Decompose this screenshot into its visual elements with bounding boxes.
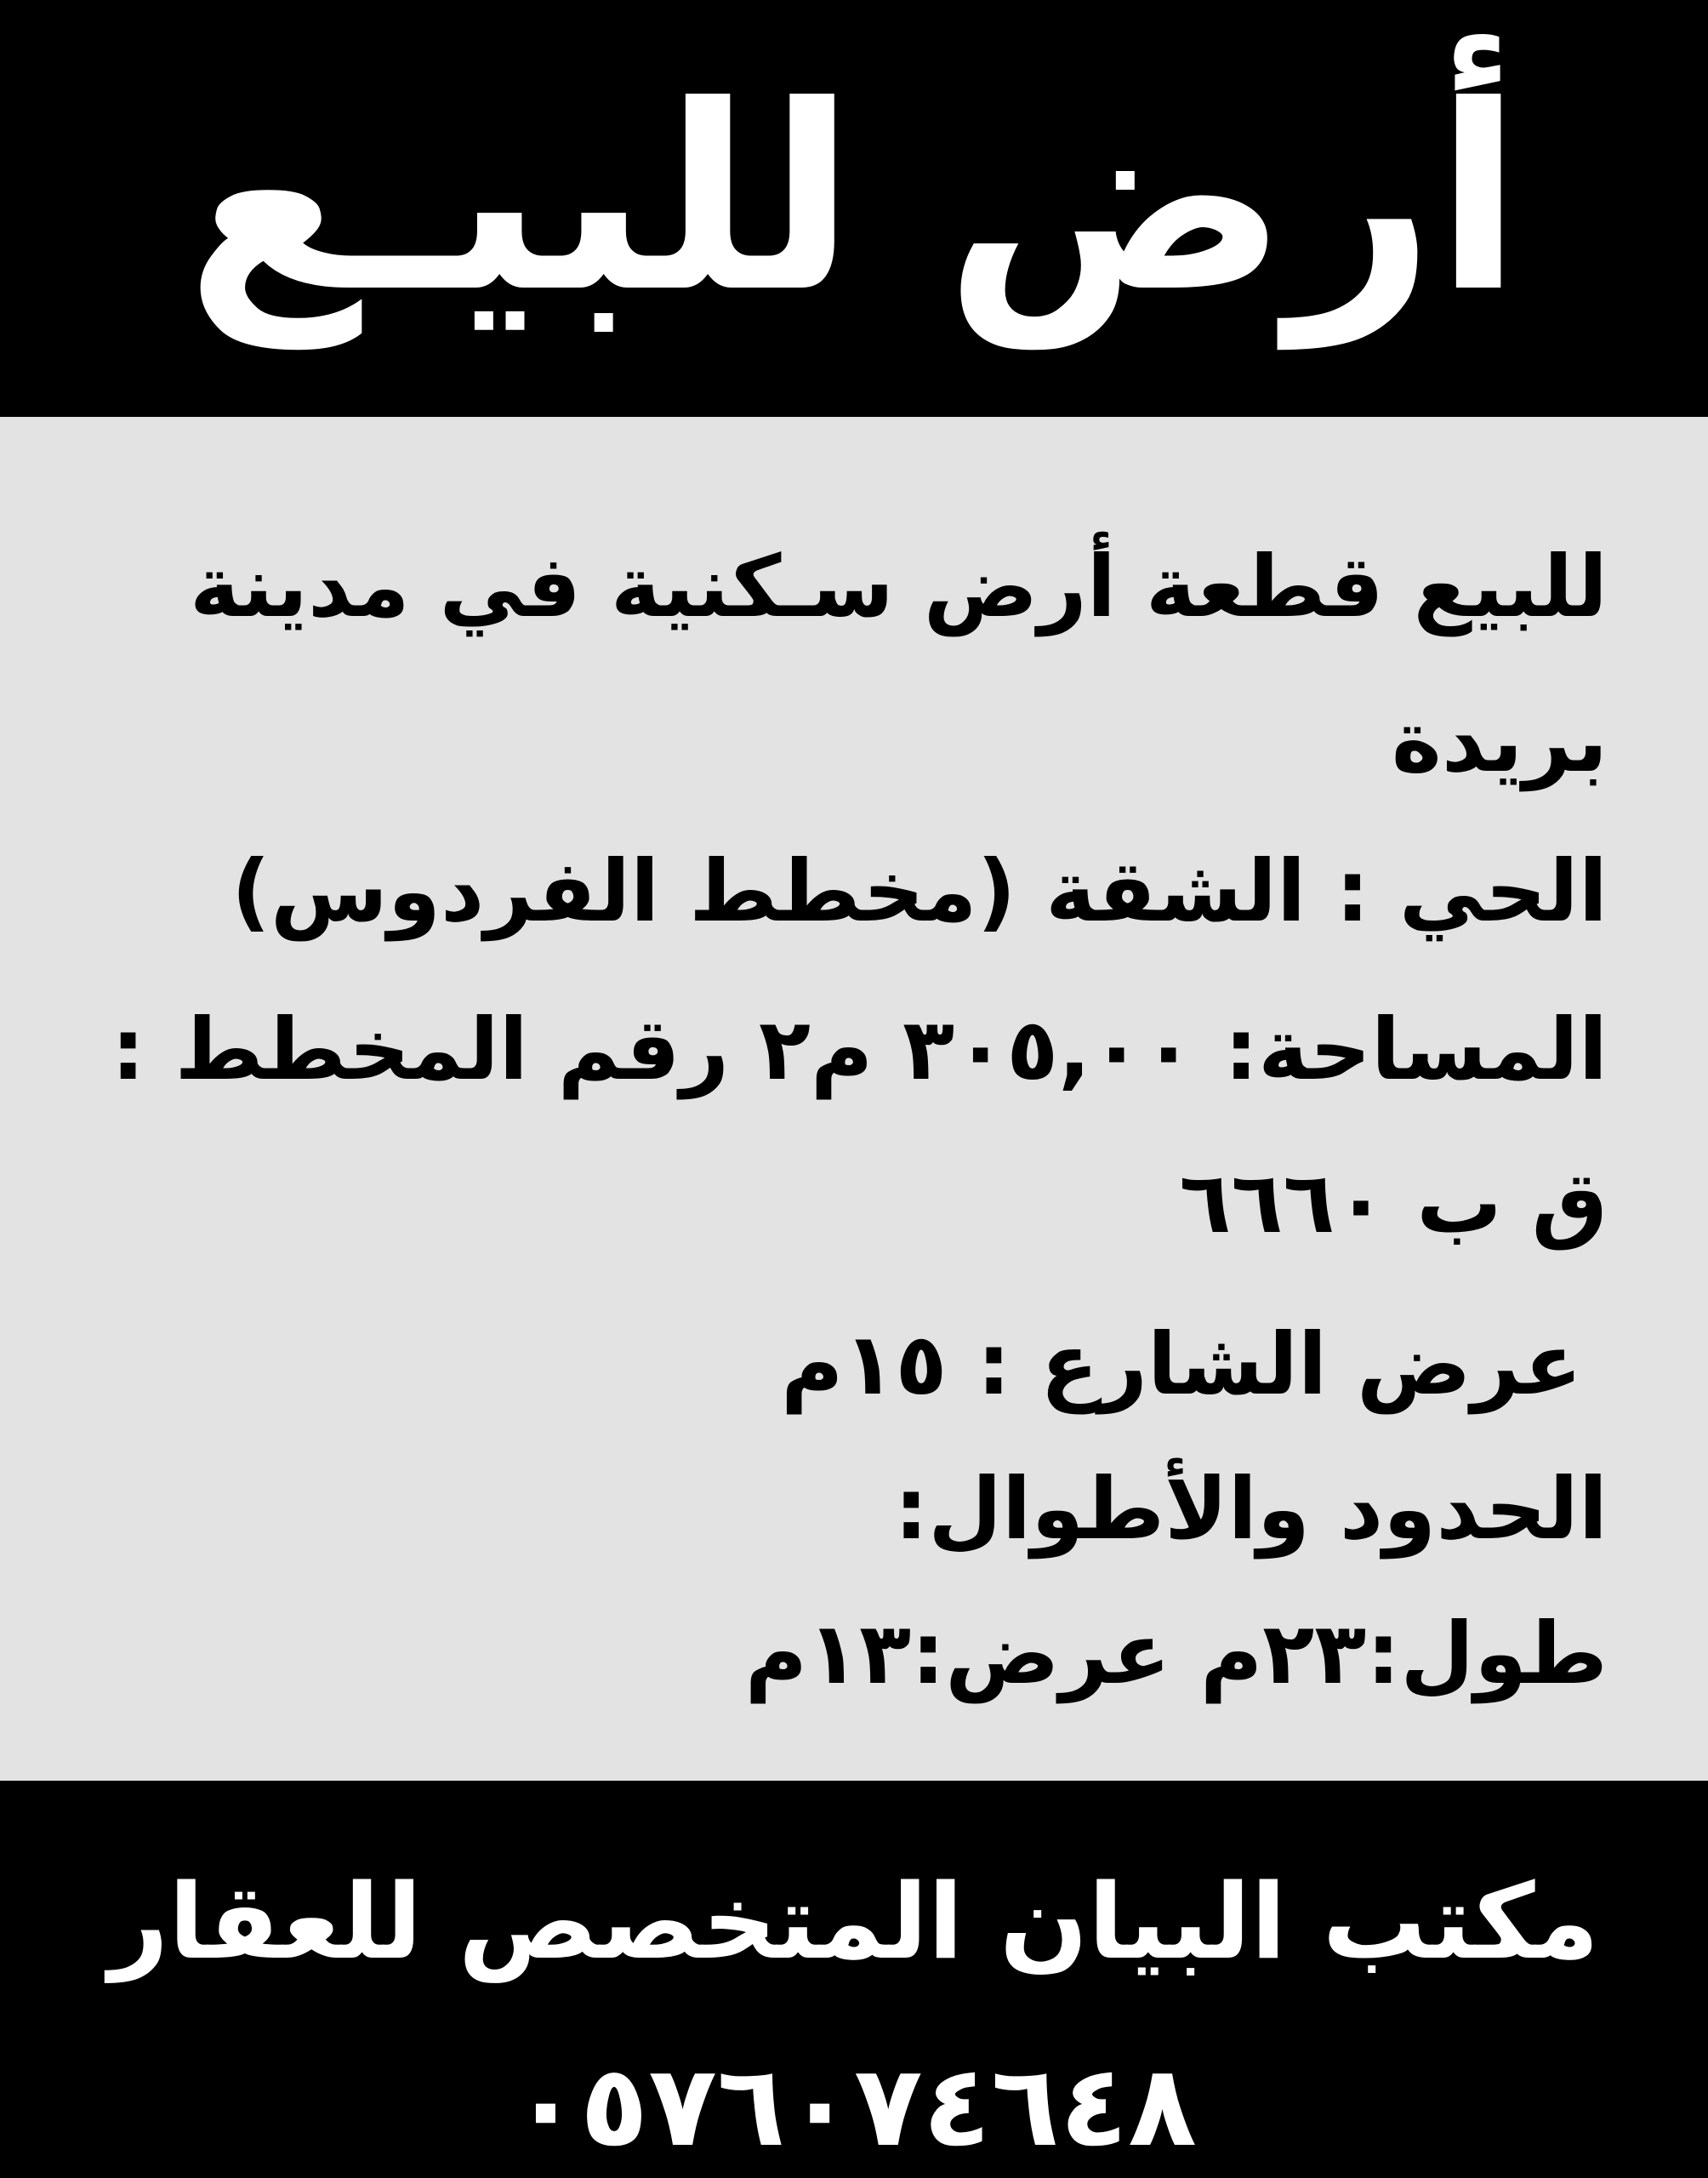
listing-dimensions-line: طول:٢٣م عرض:١٣م <box>744 1604 1608 1703</box>
listing-details-panel <box>0 417 1708 1781</box>
listing-district-line: الحي : الشقة (مخطط الفردوس) <box>231 841 1608 941</box>
office-name: مكتب البيان المتخصص للعقار <box>108 1862 1600 1982</box>
listing-street-width-line: عرض الشارع : ١٥م <box>781 1314 1582 1414</box>
listing-plan-number-line: ق ب ٦٦٦٠ <box>1179 1153 1608 1252</box>
listing-intro-line: للبيع قطعة أرض سـكنية في مدينة <box>189 537 1608 636</box>
header-band <box>0 0 1708 417</box>
listing-area-line: المساحة: ٣٠٥,٠٠ م٢ رقم المخطط : <box>111 1000 1608 1099</box>
listing-boundaries-heading: الحدود والأطوال: <box>894 1459 1608 1559</box>
ad-title: أرض للبيـع <box>185 51 1523 348</box>
listing-city-line: بريدة <box>1391 692 1608 791</box>
footer-band <box>0 1781 1708 2178</box>
office-phone-number: ٠٥٧٦٠٧٤٦٤٨ <box>511 2041 1197 2172</box>
